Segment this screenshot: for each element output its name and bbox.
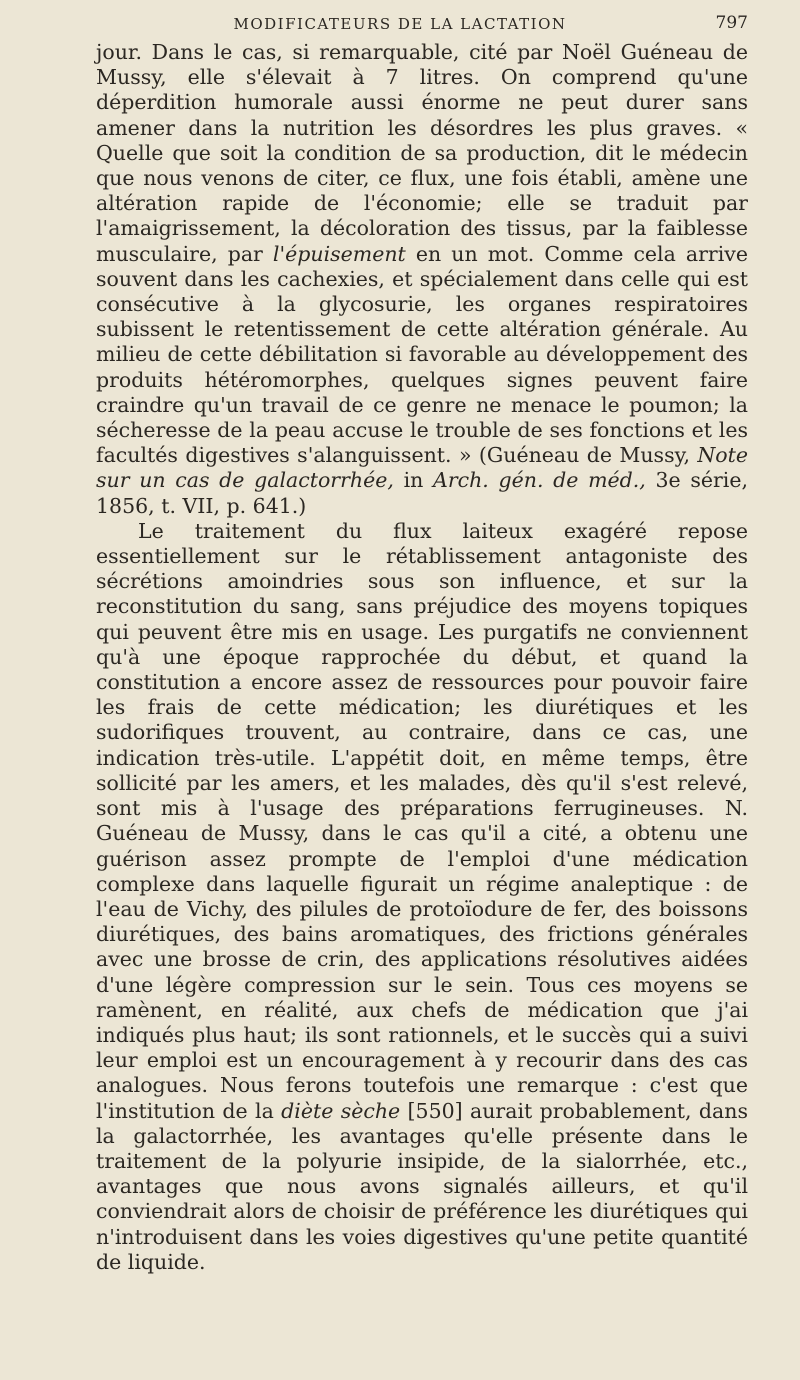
running-title: MODIFICATEURS DE LA LACTATION xyxy=(233,15,567,33)
text-segment: [550] aurait probablement, dans la galactorrhée, les avantages qu'elle présente dans le traitement de la polyurie insipide, de la sialorrhée, etc., avantages que nous avons signalés ailleurs, et qu'il conviendrait alors de choisir de préférence les diurétiques qui n'introduisent dans les voies digestives qu'une petite quantité de liquide. xyxy=(96,1098,748,1274)
text-segment: en un mot. Comme cela arrive souvent dans les cachexies, et spécialement dans celle qui est consécutive à la glycosurie, les organes respiratoires subissent le retentissement de cette altération générale. Au milieu de cette débilitation si favorable au développement des produits hétéromorphes, quelques signes peuvent faire craindre qu'un travail de ce genre ne menace le poumon; la sécheresse de la peau accuse le trouble de ses fonctions et les facultés digestives s'alanguissent. » (Guéneau de Mussy, xyxy=(96,241,748,468)
page-header xyxy=(52,0,748,40)
text-segment: jour. Dans le cas, si remarquable, cité par Noël Guéneau de Mussy, elle s'élevait à 7 litres. On comprend qu'une déperdition humorale aussi énorme ne peut durer sans amener dans la nutrition les désordres les plus graves. « Quelle que soit la condition de sa production, dit le médecin que nous venons de citer, ce flux, une fois établi, amène une altération rapide de l'économie; elle se traduit par l'amaigrissement, la décoloration des tissus, par la faiblesse musculaire, par xyxy=(96,40,748,266)
text-segment: Le traitement du flux laiteux exagéré repose essentiellement sur le rétablissement antagoniste des sécrétions amoindries sous son influence, et sur la reconstitution du sang, sans préjudice des moyens topiques qui peuvent être mis en usage. Les purgatifs ne conviennent qu'à une époque rapprochée du début, et quand la constitution a encore assez de ressources pour pouvoir faire les frais de cette médication; les diurétiques et les sudorifiques trouvent, au contraire, dans ce cas, une indication très-utile. L'appétit doit, en même temps, être sollicité par les amers, et les malades, dès qu'il s'est relevé, sont mis à l'usage des préparations ferrugineuses. N. Guéneau de Mussy, dans le cas qu'il a cité, a obtenu une guérison assez prompte de l'emploi d'une médication complexe dans laquelle figurait un régime analeptique : de l'eau de Vichy, des pilules de protoïodure de fer, des boissons diurétiques, des bains aromatiques, des frictions générales avec une brosse de crin, des applications résolutives aidées d'une légère compression sur le sein. Tous ces moyens se ramènent, en réalité, aux chefs de médication que j'ai indiqués plus haut; ils sont rationnels, et le succès qui a suivi leur emploi est un encouragement à y recourir dans des cas analogues. Nous ferons toutefois une remarque : c'est que l'institution de la xyxy=(96,518,748,1123)
body-text xyxy=(96,40,748,1275)
paragraph-2 xyxy=(96,519,748,1275)
text-segment-italic: Arch. gén. de méd., xyxy=(433,468,646,493)
text-segment: in xyxy=(393,468,434,493)
text-segment-italic: l'épuisement xyxy=(272,241,406,266)
text-segment-italic: Note sur un cas de galactorrhée, xyxy=(96,443,748,493)
paragraph-1 xyxy=(96,40,748,519)
text-segment-italic: diète sèche xyxy=(281,1098,401,1123)
page-number: 797 xyxy=(715,13,748,33)
text-segment: 3e série, 1856, t. VII, p. 641.) xyxy=(96,468,748,518)
